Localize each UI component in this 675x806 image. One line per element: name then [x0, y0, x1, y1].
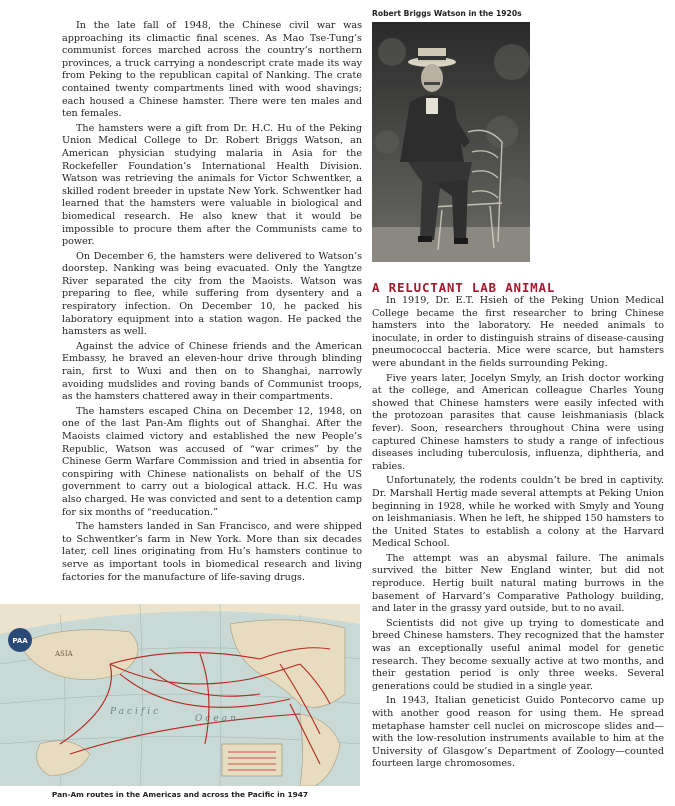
paragraph: In 1919, Dr. E.T. Hsieh of the Peking Union Medical College became the first researcher to bring Chinese hamsters into the laboratory. He needed animals to inoculate, in order to distinguish strains of disease-causing pneumococcal bacteria. Mice were scarce, but hamsters were abundant in the fields surrounding Peking. [372, 295, 664, 369]
route-map-illustration [0, 604, 360, 786]
route-map [0, 604, 360, 786]
label-ocean: Ocean [195, 714, 239, 724]
left-column [62, 20, 362, 586]
section-title: A RELUCTANT LAB ANIMAL [372, 280, 556, 295]
paragraph: The hamsters landed in San Francisco, and were shipped to Schwentker’s farm in New York. More than six decades later, cell lines originating from Hu’s hamsters continue to serve as important tools in biomedical research and living factories for the manufacture of life-saving drugs. [62, 521, 362, 583]
paragraph: Against the advice of Chinese friends and the American Embassy, he braved an eleven-hour drive through blinding rain, first to Wuxi and then on to Shanghai, narrowly avoiding mudslides and roving bands of Communist troops, as the hamsters chattered away in their compartments. [62, 340, 362, 403]
label-pacific: Pacific [110, 707, 162, 717]
paragraph: Five years later, Jocelyn Smyly, an Irish doctor working at the college, and American colleague Charles Young showed that Chinese hamsters were easily infected with the protozoan parasites that cause leishmaniasis (black fever). Soon, researchers throughout China were using captured Chinese hamsters to study a range of infectious diseases including tuberculosis, influenza, diphtheria, and rabies. [372, 372, 664, 472]
paragraph: In 1943, Italian geneticist Guido Pontecorvo came up with another good reason for using them. He spread metaphase hamster cell nuclei on microscope slides and—with the low-resolution instruments available to him at the University of Glasgow’s Department of Zoology—counted fourteen large chromosomes. [372, 695, 664, 770]
paragraph: On December 6, the hamsters were delivered to Watson’s doorstep. Nanking was being evacuated. Only the Yangtze River separated the city from the Maoists. Watson was preparing to flee, while suffering from dysentery and a respiratory infection. On December 10, he packed his laboratory equipment into a station wagon. He packed the hamsters as well. [62, 250, 362, 338]
portrait-illustration [372, 22, 530, 262]
paragraph: Unfortunately, the rodents couldn’t be bred in captivity. Dr. Marshall Hertig made several attempts at Peking Union beginning in 1928, while he worked with Smyly and Young on leishmaniasis. When he left, he shipped 150 hamsters to the United States to establish a colony at the Harvard Medical School. [372, 475, 664, 550]
map-caption: Pan-Am routes in the Americas and across the Pacific in 1947 [51, 790, 309, 799]
label-asia: ASIA [55, 650, 73, 658]
paragraph: The attempt was an abysmal failure. The animals survived the bitter New England winter, but did not reproduce. Hertig built natural mating burrows in the basement of Harvard’s Comparative Pathology building, and later in the grassy yard outside, but to no avail. [372, 552, 664, 615]
right-column [372, 295, 664, 773]
logo-text: PAA [12, 637, 28, 645]
paragraph: The hamsters were a gift from Dr. H.C. Hu of the Peking Union Medical College to Dr. Robert Briggs Watson, an American physician studying malaria in Asia for the Rockefeller Foundation’s International Health Division. Watson was retrieving the animals for Victor Schwentker, a skilled rodent breeder in upstate New York. Schwentker had learned that the hamsters were valuable in biological and biomedical research. He also knew that it would be impossible to procure them after the Communists came to power. [62, 122, 362, 248]
paragraph: The hamsters escaped China on December 12, 1948, on one of the last Pan-Am flights out of Shanghai. After the Maoists claimed victory and established the new People’s Republic, Watson was accused of “war crimes” by the Chinese Germ Warfare Commission and tried in absentia for conspiring with Chinese nationalists on behalf of the US government to carry out a biological attack. H.C. Hu was also charged. He was convicted and sent to a detention camp for six months of “reeducation.” [62, 405, 362, 518]
photo-caption: Robert Briggs Watson in the 1920s [372, 9, 522, 18]
paragraph: Scientists did not give up trying to domesticate and breed Chinese hamsters. They recognized that the hamster was an exceptionally useful animal model for genetic research. They become sexually active at two months, and their gestation period is only three weeks. Several generations could be studied in a single year. [372, 617, 664, 692]
portrait-photo [372, 22, 530, 262]
paragraph: In the late fall of 1948, the Chinese civil war was approaching its climactic final scenes. As Mao Tse-Tung’s communist forces marched across the country’s northern provinces, a truck carrying a nondescript crate made its way from Peking to the republican capital of Nanking. The crate contained twenty compartments lined with wood shavings; each housed a Chinese hamster. There were ten males and ten females. [62, 20, 362, 120]
